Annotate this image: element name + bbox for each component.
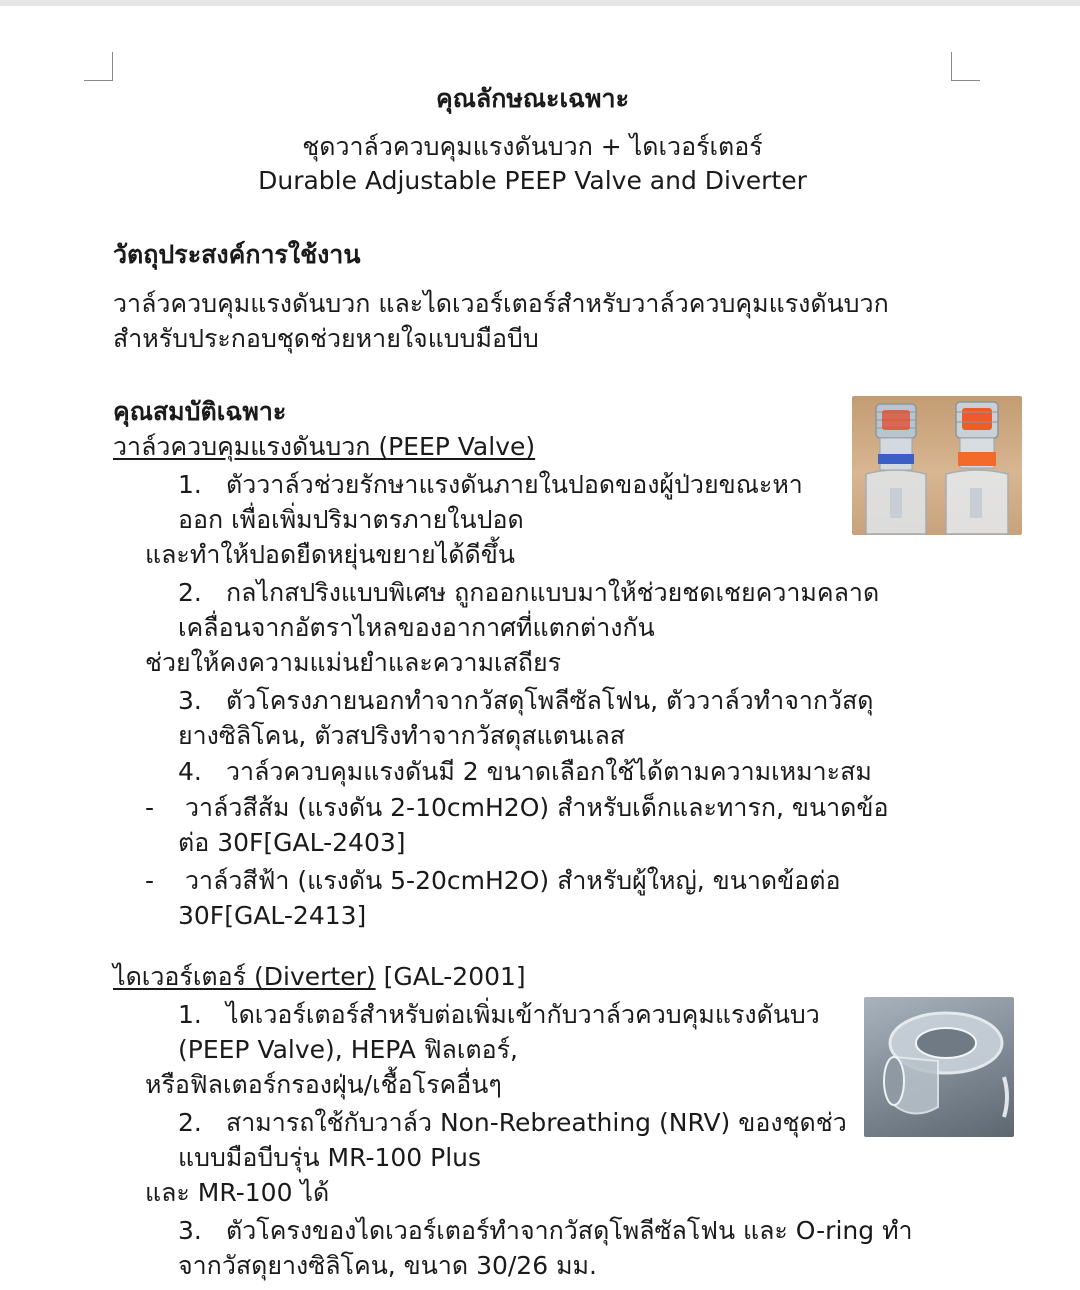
viewer-top-bar	[0, 0, 1080, 6]
blue-valve-line-1	[145, 864, 840, 898]
diverter-item-1-line-1	[178, 998, 820, 1032]
purpose-text-line-1: วาล์วควบคุมแรงดันบวก และไดเวอร์เตอร์สำหรับวาล์วควบคุมแรงดันบวก	[113, 289, 889, 318]
peep-valve-illustration	[852, 396, 1022, 535]
diverter-item-2-line-3: และ MR-100 ได้	[145, 1178, 330, 1207]
list-text: วาล์วสีส้ม (แรงดัน 2-10cmH2O) สำหรับเด็กและทารก, ขนาดข้อ	[185, 793, 889, 822]
diverter-item-2-line-1	[178, 1106, 847, 1140]
list-number: 1.	[178, 470, 202, 499]
page-corner-mark-left	[84, 52, 113, 81]
document-subtitle-english: Durable Adjustable PEEP Valve and Diverter	[258, 166, 807, 195]
peep-item-1-line-2: ออก เพื่อเพิ่มปริมาตรภายในปอด	[178, 505, 524, 534]
diverter-code: [GAL-2001]	[375, 962, 526, 991]
list-text: ตัวโครงภายนอกทำจากวัสดุโพลีซัลโฟน, ตัววาล์วทำจากวัสดุ	[226, 686, 874, 715]
specs-heading: คุณสมบัติเฉพาะ	[113, 397, 287, 426]
orange-peep-valve	[946, 402, 1008, 534]
diverter-item-1-line-3: หรือฟิลเตอร์กรองฝุ่น/เชื้อโรคอื่นๆ	[145, 1070, 502, 1099]
peep-item-1-line-3: และทำให้ปอดยืดหยุ่นขยายได้ดีขึ้น	[145, 540, 515, 569]
list-text: ตัวโครงของไดเวอร์เตอร์ทำจากวัสดุโพลีซัลโฟน และ O-ring ทำ	[226, 1216, 913, 1245]
purpose-text-line-2: สำหรับประกอบชุดช่วยหายใจแบบมือบีบ	[113, 324, 539, 353]
bullet-dash: -	[145, 866, 155, 895]
list-number: 3.	[178, 686, 202, 715]
peep-item-3-line-1	[178, 684, 874, 718]
list-text: กลไกสปริงแบบพิเศษ ถูกออกแบบมาให้ช่วยชดเชยความคลาด	[226, 578, 880, 607]
list-text: วาล์วสีฟ้า (แรงดัน 5-20cmH2O) สำหรับผู้ใหญ่, ขนาดข้อต่อ	[185, 866, 841, 895]
diverter-item-1-line-2: (PEEP Valve), HEPA ฟิลเตอร์,	[178, 1035, 519, 1064]
peep-valve-heading: วาล์วควบคุมแรงดันบวก (PEEP Valve)	[113, 432, 536, 461]
list-text: สามารถใช้กับวาล์ว Non-Rebreathing (NRV) ของชุดช่ว	[226, 1108, 847, 1137]
page-corner-mark-right	[951, 52, 980, 81]
peep-item-2-line-1	[178, 576, 879, 610]
diverter-item-2-line-2: แบบมือบีบรุ่น MR-100 Plus	[178, 1143, 482, 1172]
peep-valve-photo	[852, 396, 1022, 535]
diverter-illustration	[864, 997, 1014, 1137]
diverter-heading	[113, 960, 526, 994]
peep-item-4-line-1	[178, 755, 872, 789]
peep-item-2-line-3: ช่วยให้คงความแม่นยำและความเสถียร	[145, 648, 562, 677]
diverter-item-3-line-1	[178, 1214, 913, 1248]
list-text: ตัววาล์วช่วยรักษาแรงดันภายในปอดของผู้ป่วยขณะหา	[226, 470, 803, 499]
peep-item-3-line-2: ยางซิลิโคน, ตัวสปริงทำจากวัสดุสแตนเลส	[178, 721, 626, 750]
orange-valve-line-2: ต่อ 30F[GAL-2403]	[178, 828, 406, 857]
blue-peep-valve	[866, 404, 926, 534]
bullet-dash: -	[145, 793, 155, 822]
blue-valve-line-2: 30F[GAL-2413]	[178, 901, 367, 930]
purpose-heading: วัตถุประสงค์การใช้งาน	[113, 240, 361, 269]
document-title: คุณลักษณะเฉพาะ	[436, 84, 629, 113]
document-subtitle-thai: ชุดวาล์วควบคุมแรงดันบวก + ไดเวอร์เตอร์	[302, 132, 763, 161]
diverter-heading-underlined: ไดเวอร์เตอร์ (Diverter)	[113, 962, 376, 991]
peep-item-1-line-1	[178, 468, 803, 502]
orange-valve-line-1	[145, 791, 888, 825]
list-text: ไดเวอร์เตอร์สำหรับต่อเพิ่มเข้ากับวาล์วควบคุมแรงดันบว	[226, 1000, 820, 1029]
list-number: 3.	[178, 1216, 202, 1245]
diverter-photo	[864, 997, 1014, 1137]
peep-item-2-line-2: เคลื่อนจากอัตราไหลของอากาศที่แตกต่างกัน	[178, 613, 655, 642]
list-number: 2.	[178, 1108, 202, 1137]
diverter-item-3-line-2: จากวัสดุยางซิลิโคน, ขนาด 30/26 มม.	[178, 1251, 597, 1280]
list-number: 2.	[178, 578, 202, 607]
list-number: 1.	[178, 1000, 202, 1029]
list-number: 4.	[178, 757, 202, 786]
list-text: วาล์วควบคุมแรงดันมี 2 ขนาดเลือกใช้ได้ตามความเหมาะสม	[226, 757, 872, 786]
